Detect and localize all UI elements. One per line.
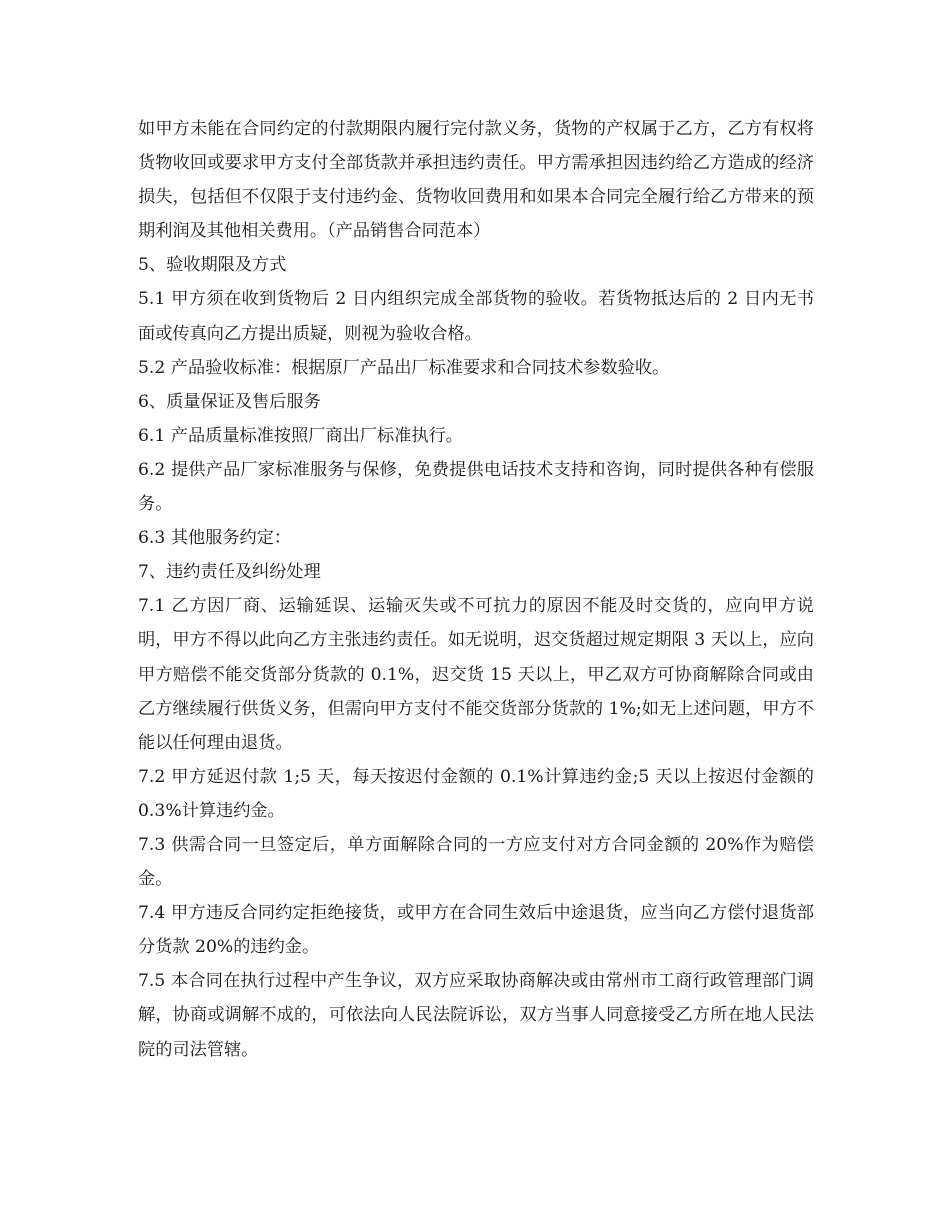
clause-6-2: 6.2 提供产品厂家标准服务与保修，免费提供电话技术支持和咨询，同时提供各种有偿服务。 xyxy=(138,459,814,515)
clause-7-2: 7.2 甲方延迟付款 1;5 天，每天按迟付金额的 0.1%计算违约金;5 天以上按迟付金额的 0.3%计算违约金。 xyxy=(138,766,814,821)
section-heading-quality: 6、质量保证及售后服务 xyxy=(138,391,321,412)
section-heading-acceptance: 5、验收期限及方式 xyxy=(138,255,287,276)
clause-5-2: 5.2 产品验收标准：根据原厂产品出厂标准要求和合同技术参数验收。 xyxy=(138,357,670,378)
clause-5-1: 5.1 甲方须在收到货物后 2 日内组织完成全部货物的验收。若货物抵达后的 2 日内无书面或传真向乙方提出质疑，则视为验收合格。 xyxy=(138,289,814,344)
clause-6-3: 6.3 其他服务约定： xyxy=(138,528,292,549)
section-heading-liability: 7、违约责任及纠纷处理 xyxy=(138,562,321,583)
clause-7-5: 7.5 本合同在执行过程中产生争议，双方应采取协商解决或由常州市工商行政管理部门调解，协商或调解不成的，可依法向人民法院诉讼，双方当事人同意接受乙方所在地人民法院的司法管辖。 xyxy=(138,971,814,1060)
document-body xyxy=(138,112,814,1067)
clause-7-1: 7.1 乙方因厂商、运输延误、运输灭失或不可抗力的原因不能及时交货的，应向甲方说明，甲方不得以此向乙方主张违约责任。如无说明，迟交货超过规定期限 3 天以上，应向甲方赔偿不能交货部分货款的 0.1%，迟交货 15 天以上，甲乙双方可协商解除合同或由乙方继续履行供货义务，但需向甲方支付不能交货部分货款的 1%;如无上述问题，甲方不能以任何理由退货。 xyxy=(138,596,814,753)
clause-7-4: 7.4 甲方违反合同约定拒绝接货，或甲方在合同生效后中途退货，应当向乙方偿付退货部分货款 20%的违约金。 xyxy=(138,903,814,958)
paragraph-payment-default: 如甲方未能在合同约定的付款期限内履行完付款义务，货物的产权属于乙方，乙方有权将货物收回或要求甲方支付全部货款并承担违约责任。甲方需承担因违约给乙方造成的经济损失，包括但不仅限于支付违约金、货物收回费用和如果本合同完全履行给乙方带来的预期利润及其他相关费用。（产品销售合同范本） xyxy=(138,119,814,242)
clause-7-3: 7.3 供需合同一旦签定后，单方面解除合同的一方应支付对方合同金额的 20%作为赔偿金。 xyxy=(138,834,814,890)
clause-6-1: 6.1 产品质量标准按照厂商出厂标准执行。 xyxy=(138,425,463,446)
